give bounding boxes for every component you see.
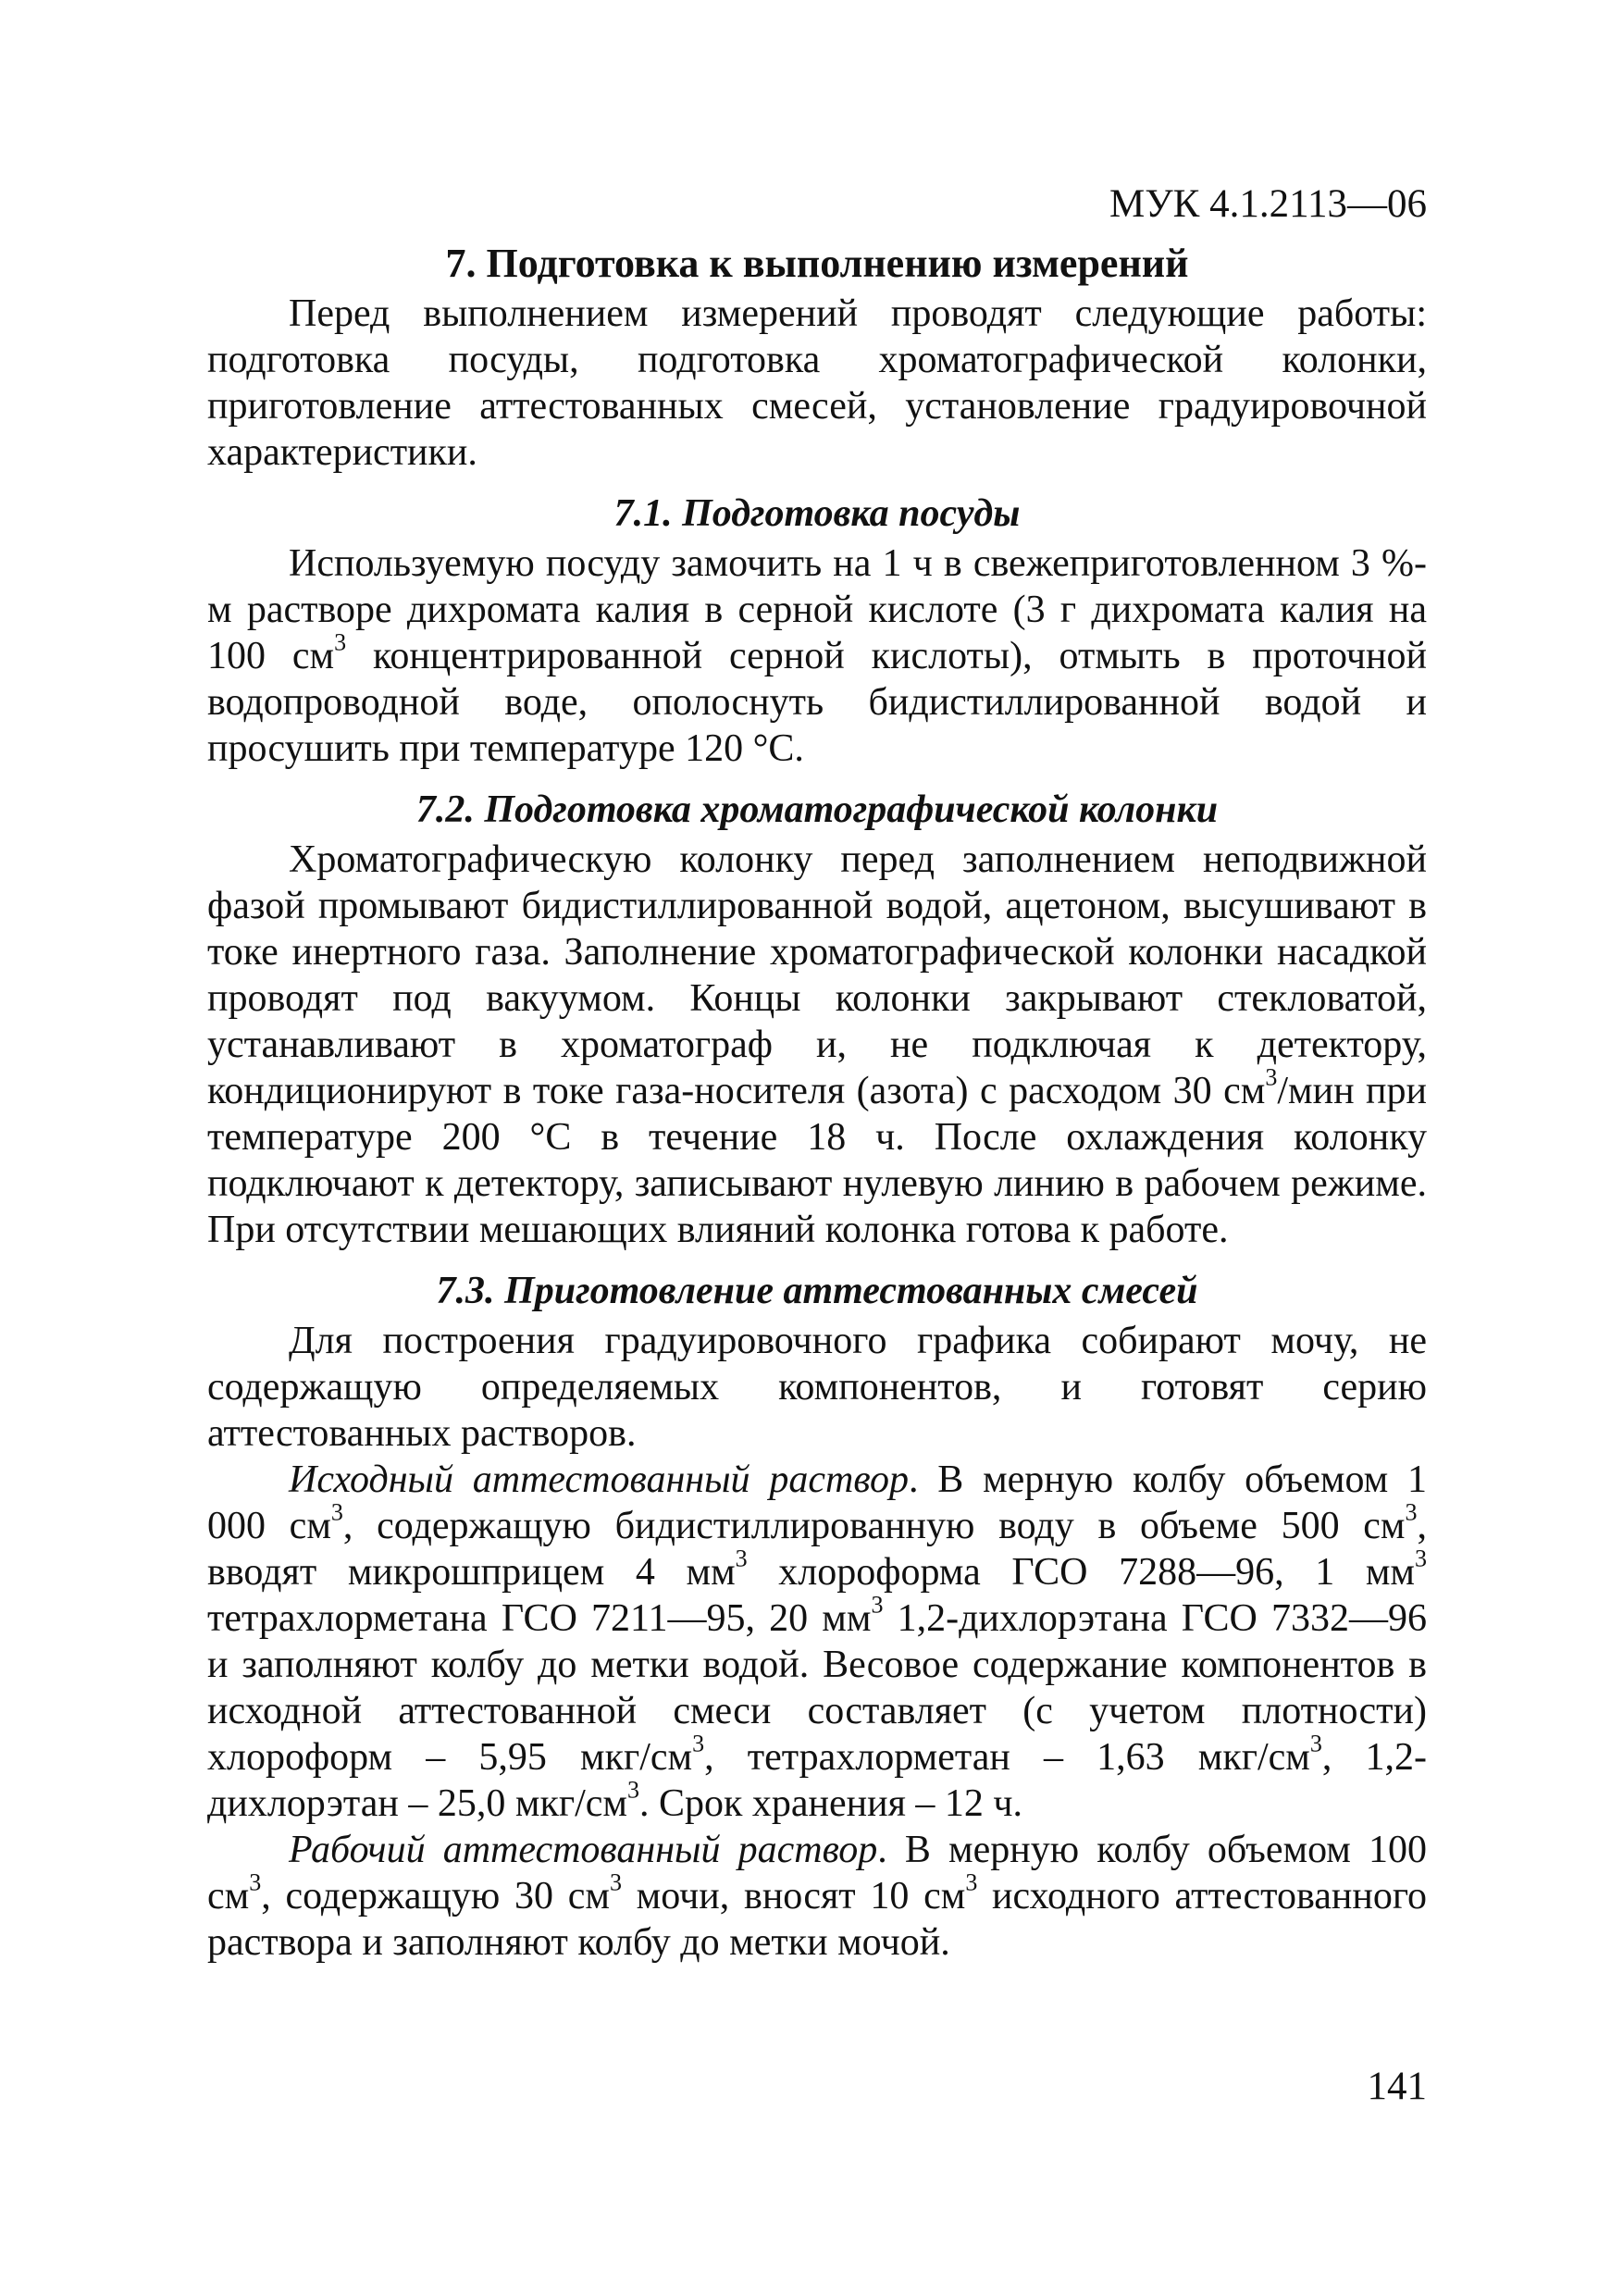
subsection-7-2-text: Хроматографическую колонку перед заполнением неподвижной фазой промывают бидистиллированной водой, ацетоном, высушивают в токе инертного газа. Заполнение хроматографической колонки насадкой проводят под вакуумом. Концы колонки закрывают стекловатой, устанавливают в хроматограф и, не подключая к детектору, кондиционируют в токе газа-носителя (азота) с расходом 30 $см^3$/мин при температуре 200 °С в течение 18 ч. После охлаждения колонку подключают к детектору, записывают нулевую линию в рабочем режиме. При отсутствии мешающих влияний колонка готова к работе. — [207, 838, 1427, 1251]
subsection-7-3-title: 7.3. Приготовление аттестованных смесей — [436, 1270, 1198, 1312]
subsection-7-1-title: 7.1. Подготовка посуды — [613, 492, 1021, 535]
stock-solution-label: Исходный аттестованный раствор — [289, 1458, 909, 1501]
stock-solution-paragraph: Исходный аттестованный раствор. В мерную колбу объемом 1 000 $см^3$, содержащую бидистиллированную воду в объеме 500 $см^3$, вводят микрошприцем 4 $мм^3$ хлороформа ГСО 7288—96, 1 $мм^3$ тетрахлорметана ГСО 7211—95, 20 $мм^3$ 1,2-дихлорэтана ГСО 7332—96 и заполняют колбу до метки водой. Весовое содержание компонентов в исходной аттестованной смеси составляет (с учетом плотности) хлороформ – 5,95 мкг/$см^3$, тетрахлорметан – 1,63 мкг/$см^3$, 1,2-дихлорэтан – 25,0 мкг/$см^3$. Срок хранения – 12 ч. — [207, 1458, 1428, 1825]
subsection-7-1-text: Используемую посуду замочить на 1 ч в свежеприготовленном 3 %-м растворе дихромата калия в серной кислоте (3 г дихромата калия на 100 $см^3$ концентрированной серной кислоты), отмыть в проточной водопроводной воде, ополоснуть бидистиллированной водой и просушить при температуре 120 °С. — [207, 542, 1427, 770]
document-code-header: МУК 4.1.2113—06 — [1109, 182, 1427, 226]
working-solution-label: Рабочий аттестованный раствор — [289, 1829, 878, 1871]
working-solution-paragraph: Рабочий аттестованный раствор. В мерную колбу объемом 100 $см^3$, содержащую 30 $см^3$ мочи, вносят 10 $см^3$ исходного аттестованного раствора и заполняют колбу до метки мочой. — [207, 1829, 1428, 1964]
subsection-7-3-para-1: Для построения градуировочного графика собирают мочу, не содержащую определяемых компонентов, и готовят серию аттестованных растворов. — [207, 1320, 1427, 1455]
document-page — [207, 181, 1427, 1966]
section-title: 7. Подготовка к выполнению измерений — [445, 241, 1189, 286]
subsection-7-2-title: 7.2. Подготовка хроматографической колонки — [415, 788, 1219, 831]
page-number: 141 — [1367, 2065, 1427, 2108]
section-intro: Перед выполнением измерений проводят следующие работы: подготовка посуды, подготовка хроматографической колонки, приготовление аттестованных смесей, установление градуировочной характеристики. — [207, 292, 1427, 474]
